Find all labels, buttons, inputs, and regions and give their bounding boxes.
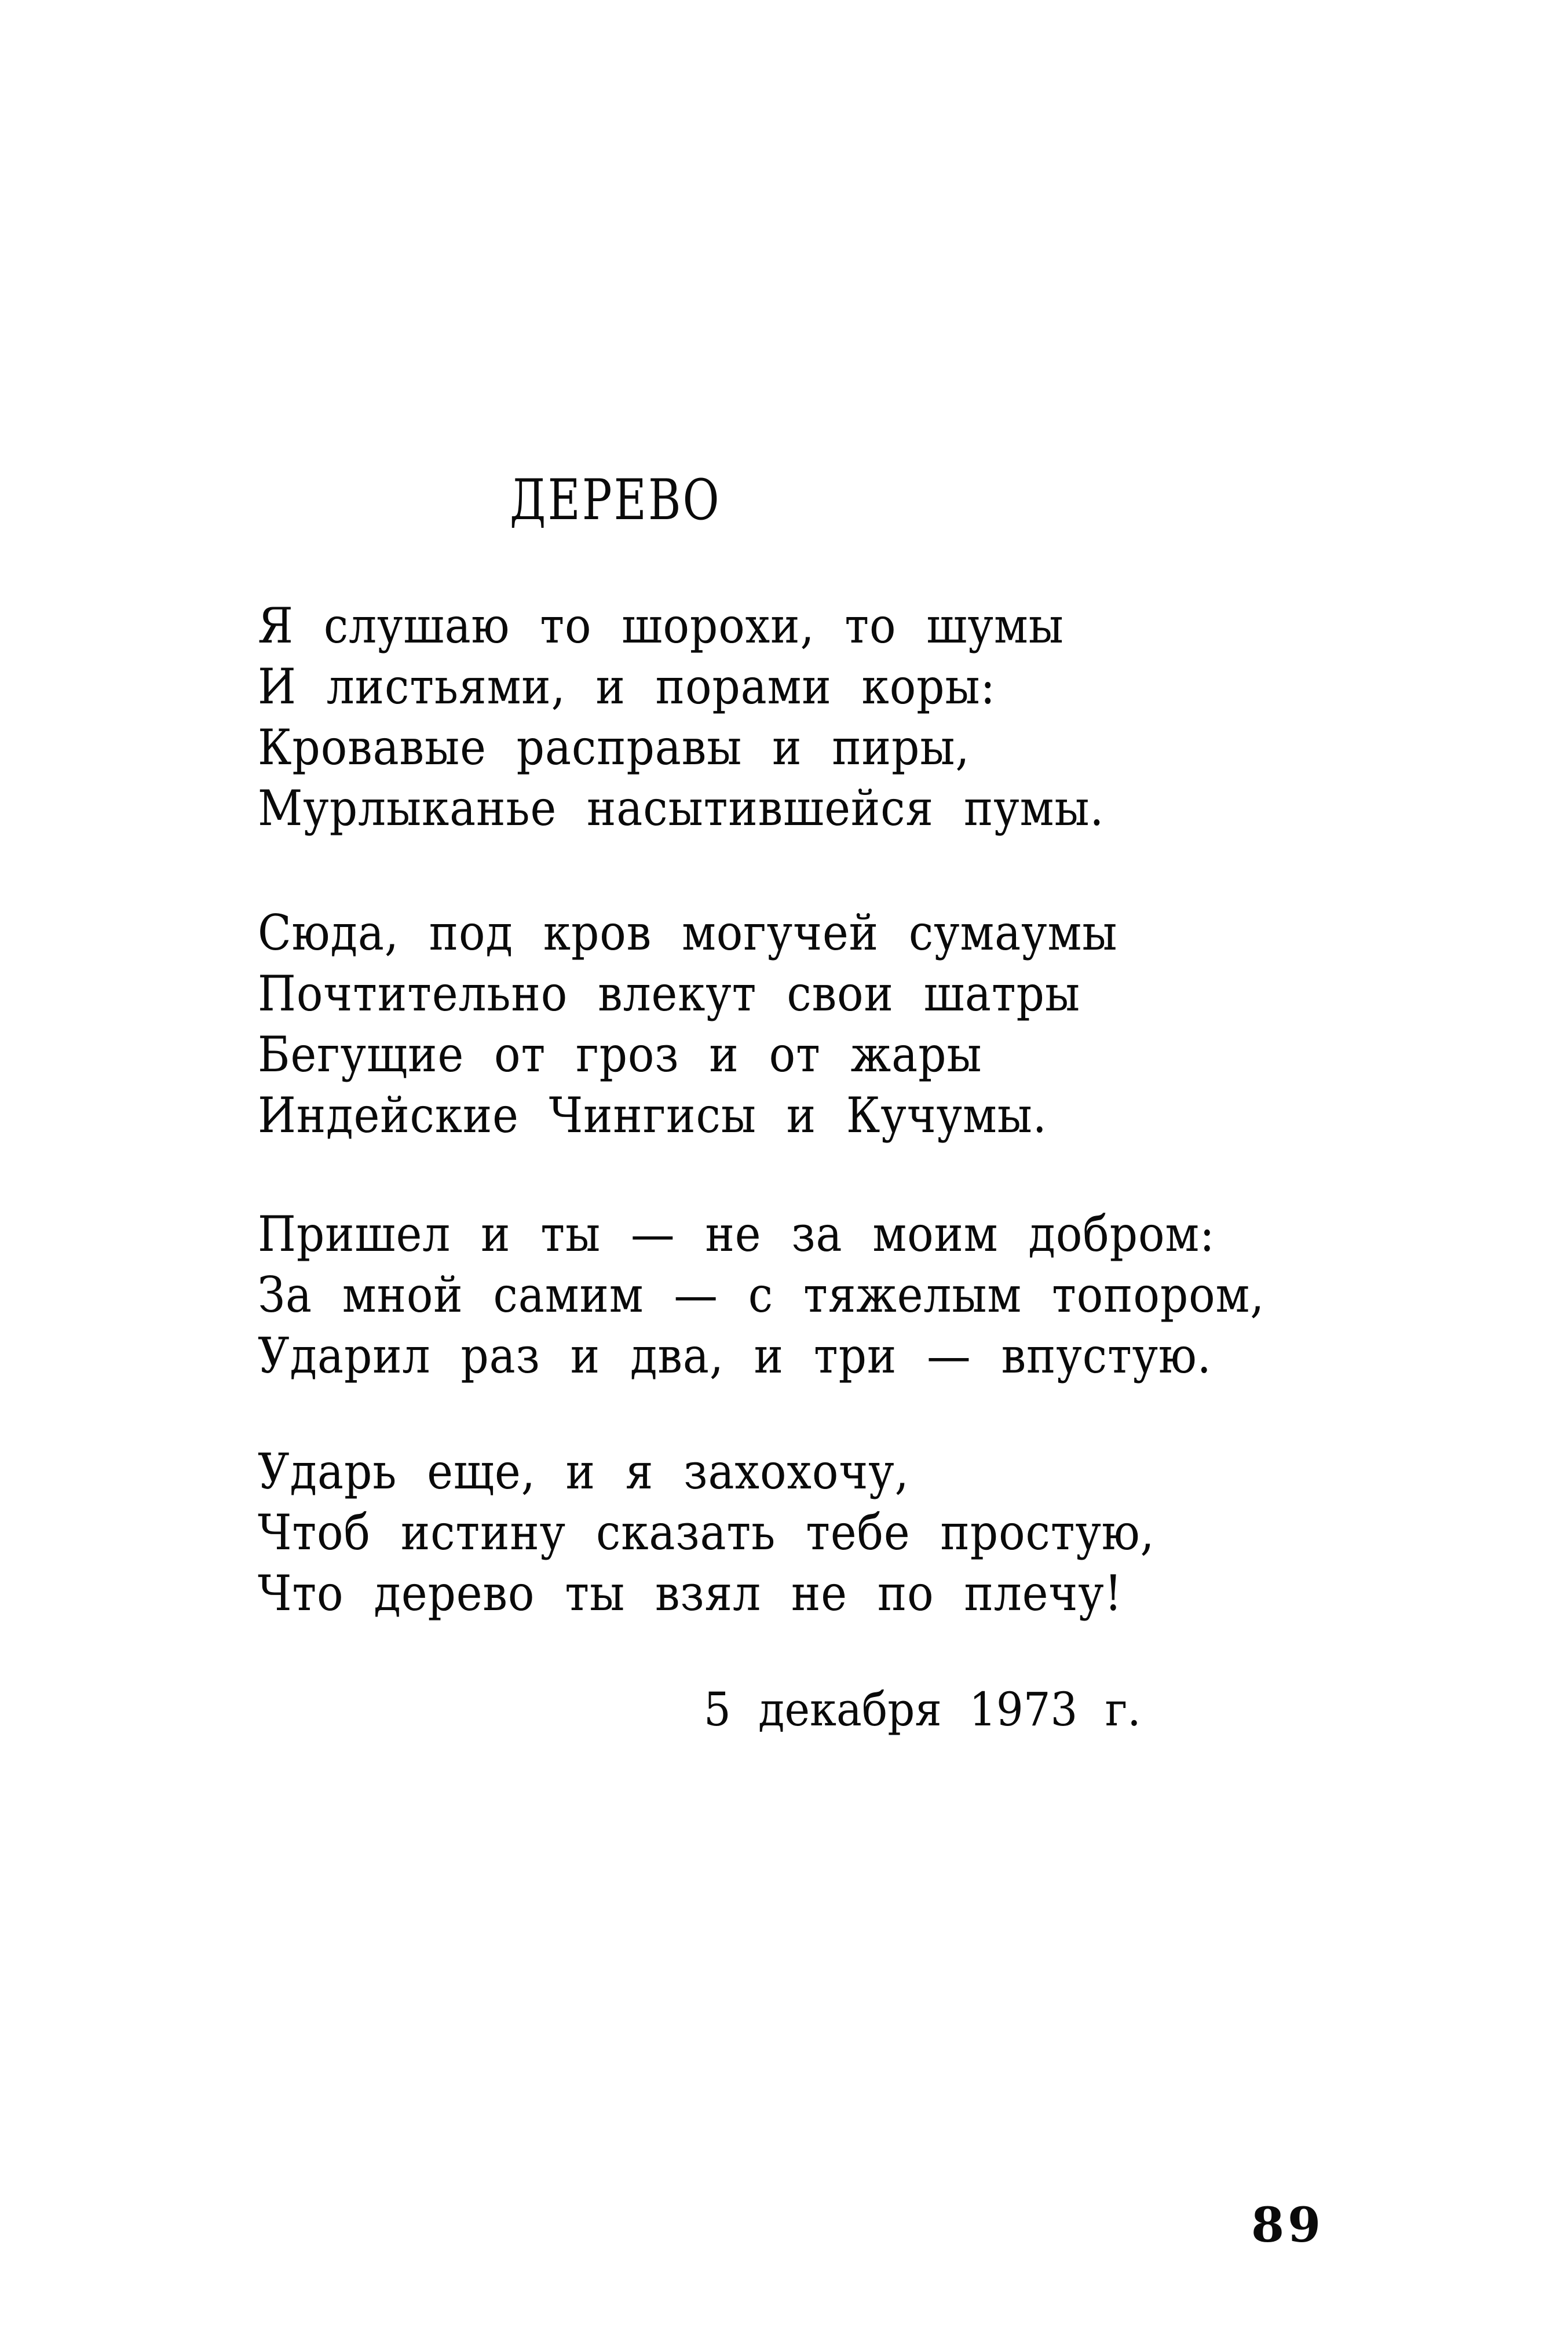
poem-title: ДЕРЕВО: [510, 468, 721, 532]
stanza-4: [258, 1441, 1154, 1624]
poem-line: Пришел и ты — не за моим добром:: [258, 1206, 1215, 1262]
page-number: 89: [1251, 2198, 1325, 2253]
poem-date: 5 декабря 1973 г.: [704, 1683, 1141, 1736]
stanza-3: [258, 1204, 1264, 1386]
poem-line: Что дерево ты взял не по плечу!: [258, 1565, 1123, 1622]
poem-line: Сюда, под кров могучей сумаумы: [258, 904, 1118, 961]
stanza-2: [258, 903, 1117, 1146]
stanza-1: [258, 596, 1104, 839]
poem-line: Индейские Чингисы и Кучумы.: [258, 1087, 1047, 1144]
poem-line: Бегущие от гроз и от жары: [258, 1026, 982, 1083]
poem-line: Кровавые расправы и пиры,: [258, 719, 970, 776]
poem-line: И листьями, и порами коры:: [258, 658, 996, 715]
poem-line: Я слушаю то шорохи, то шумы: [258, 597, 1064, 654]
poem-line: Ударил раз и два, и три — впустую.: [258, 1327, 1212, 1384]
poem-line: Почтительно влекут свои шатры: [258, 965, 1080, 1022]
poem-line: Чтоб истину сказать тебе простую,: [258, 1504, 1155, 1561]
poem-line: Ударь еще, и я захохочу,: [258, 1443, 909, 1500]
poem-line: За мной самим — с тяжелым топором,: [258, 1267, 1265, 1323]
poem-line: Мурлыканье насытившейся пумы.: [258, 780, 1105, 837]
